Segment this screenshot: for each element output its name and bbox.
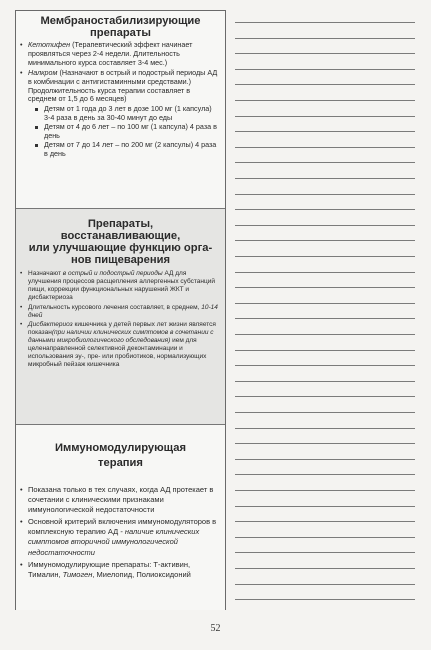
list-item — [20, 270, 219, 302]
bullet-icon: • — [20, 485, 23, 494]
ruled-line — [235, 443, 415, 444]
ruled-line — [235, 209, 415, 210]
ruled-line — [235, 381, 415, 382]
list-item — [20, 304, 219, 320]
section-title — [16, 209, 225, 270]
ruled-line — [235, 194, 415, 195]
ruled-line — [235, 412, 415, 413]
item-emphasis: в острый и подострый периоды — [62, 270, 163, 277]
list-item — [20, 321, 219, 368]
title-line: нов пищеварения — [70, 254, 171, 266]
ruled-line — [235, 568, 415, 569]
ruled-line — [235, 272, 415, 273]
ruled-line — [235, 350, 415, 351]
bullet-list — [16, 270, 225, 369]
ruled-line — [235, 474, 415, 475]
section-membrane-stabilizers — [16, 11, 225, 208]
item-text: ием для целенаправленной селективной деконтаминации и использования эу-, пре- или пробиотиков, нормализующих микробный пейзаж кишечника — [28, 337, 207, 368]
title-line: Препараты, — [87, 218, 154, 230]
item-text: Иммуномодулирующие препараты: Т-активин, Тималин, — [28, 559, 191, 579]
sub-list — [28, 105, 219, 158]
sub-item-text: Детям от 7 до 14 лет – по 200 мг (2 капсулы) 4 раза в день — [44, 139, 217, 158]
section-immunomodulating-therapy — [16, 425, 225, 610]
item-text: (Терапевтический эффект начинает проявляться через 2-4 недели. Длительность минимального курса составляет 3-4 мес.) — [28, 40, 193, 67]
item-emphasis: - наличие клинических симптомов вторичной иммунологической недостаточности — [28, 527, 200, 557]
list-item — [20, 69, 219, 159]
item-text: Длительность курсового лечения составляет, в среднем, — [28, 303, 202, 311]
item-emphasis: 10-14 дней — [28, 303, 218, 319]
ruled-line — [235, 552, 415, 553]
square-bullet-icon — [35, 108, 38, 111]
title-line: препараты — [90, 27, 151, 39]
ruled-line — [235, 69, 415, 70]
ruled-line — [235, 53, 415, 54]
ruled-line — [235, 38, 415, 39]
item-text: Показана только в тех случаях, когда АД протекает в сочетании с клиническими признаками иммунологической недостаточности — [28, 485, 214, 515]
page-number: 52 — [210, 623, 221, 634]
item-text: АД для улучшения процессов расщепления аллергенных субстанций пищи, коррекции функциональных нарушений ЖКТ и дисбактериоза — [28, 270, 215, 301]
square-bullet-icon — [35, 126, 38, 129]
ruled-line — [235, 334, 415, 335]
ruled-line — [235, 521, 415, 522]
bullet-icon: • — [20, 303, 23, 311]
ruled-line — [235, 147, 415, 148]
item-text: Назначают — [28, 270, 63, 277]
ruled-line — [235, 318, 415, 319]
bullet-icon: • — [20, 40, 23, 49]
list-item — [20, 41, 219, 68]
ruled-line — [235, 490, 415, 491]
section-title — [16, 425, 225, 485]
bullet-list — [16, 41, 225, 159]
sub-item-text: Детям от 4 до 6 лет – по 100 мг (1 капсула) 4 раза в день — [44, 122, 217, 141]
item-text: , Миелопид, Полиоксидоний — [92, 569, 191, 579]
item-text: Основной критерий включения иммуномодуляторов в комплексную терапию АД — [28, 517, 217, 537]
ruled-line — [235, 131, 415, 132]
sub-item — [34, 105, 219, 123]
title-line: терапия — [98, 457, 143, 469]
bullet-icon: • — [20, 67, 23, 77]
title-line: восстанавливающие, — [60, 230, 181, 242]
ruled-line — [235, 537, 415, 538]
ruled-line — [235, 100, 415, 101]
list-item — [20, 485, 219, 515]
ruled-line — [235, 396, 415, 397]
title-line: или улучшающие функцию орга- — [28, 242, 213, 254]
sub-item-text: Детям от 1 года до 3 лет в дозе 100 мг (1 капсула) 3-4 раза в день за 30-40 минут до еды — [44, 104, 212, 123]
ruled-line — [235, 225, 415, 226]
ruled-line — [235, 584, 415, 585]
ruled-line — [235, 116, 415, 117]
drug-name: Налкром — [28, 67, 58, 77]
ruled-line — [235, 506, 415, 507]
ruled-line — [235, 365, 415, 366]
item-emphasis: Тимоген — [62, 569, 93, 579]
list-item — [20, 517, 219, 557]
ruled-line — [235, 599, 415, 600]
item-text: кишечника у детей первых лет жизни является показан — [28, 321, 216, 337]
item-emphasis: Дисбактериоз — [28, 321, 73, 329]
title-line: Иммуномодулирующая — [54, 442, 186, 454]
ruled-line — [235, 22, 415, 23]
notes-column — [15, 10, 226, 610]
ruled-line — [235, 428, 415, 429]
ruled-line — [235, 256, 415, 257]
ruled-line — [235, 84, 415, 85]
bullet-icon: • — [20, 559, 23, 569]
sub-item — [34, 141, 219, 159]
ruled-line — [235, 178, 415, 179]
item-text: (Назначают в острый и подострый периоды АД в комбинации с антигистаминными средствами.) Продолжительность курса терапии составляет в среднем от 1,5 до 6 месяцев) — [28, 67, 218, 104]
item-emphasis: (при наличии клинических симптомов в сочетании с данными микробиологического обследования) — [28, 329, 214, 345]
ruled-line — [235, 303, 415, 304]
ruled-line — [235, 162, 415, 163]
ruled-line — [235, 459, 415, 460]
bullet-icon: • — [20, 321, 23, 329]
section-title — [16, 11, 225, 41]
ruled-line — [235, 240, 415, 241]
drug-name: Кетотифен — [28, 40, 71, 49]
title-line: Мембраностабилизирующие — [40, 15, 201, 27]
square-bullet-icon — [35, 144, 38, 147]
bullet-list — [16, 485, 225, 580]
bullet-icon: • — [20, 517, 23, 527]
list-item — [20, 560, 219, 580]
section-digestive-function — [16, 208, 225, 425]
ruled-note-lines — [235, 12, 415, 606]
bullet-icon: • — [20, 270, 23, 277]
sub-item — [34, 123, 219, 141]
ruled-line — [235, 287, 415, 288]
